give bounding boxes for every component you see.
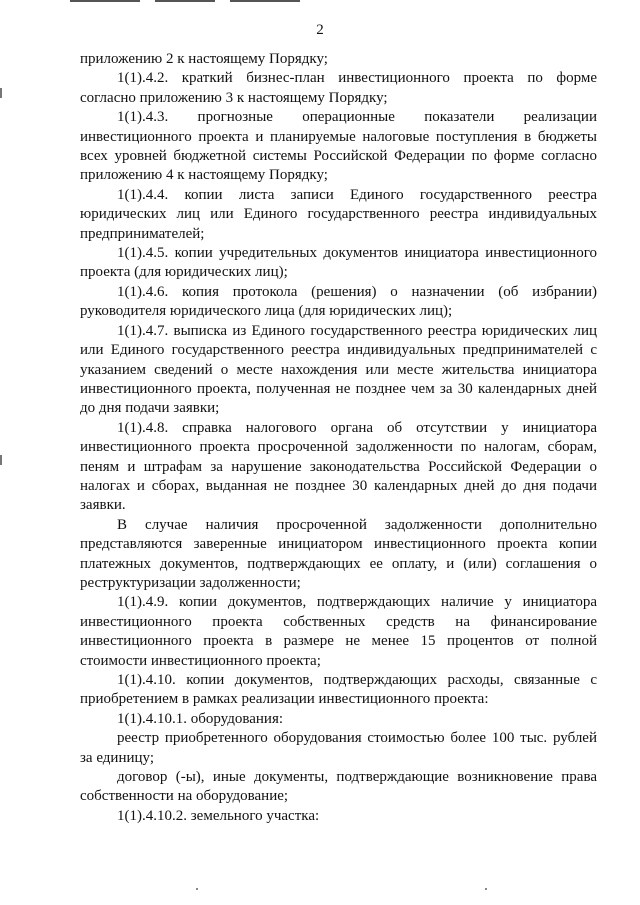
- paragraph: 1(1).4.7. выписка из Единого государственного реестра юридических лиц или Единого государственного реестра индивидуальных предпринимателей с указанием сведений о месте нахождения или месте жительства инициатора инвестиционного проекта, полученная не позднее чем за 30 календарных дней до дня подачи заявки;: [80, 322, 597, 417]
- scan-left-mark: [0, 88, 2, 98]
- scan-dot: [196, 888, 198, 890]
- paragraph: 1(1).4.8. справка налогового органа об отсутствии у инициатора инвестиционного проекта просроченной задолженности по налогам, сборам, пеням и штрафам за нарушение законодательства Российской Федерации о налогах и сборах, выданная не позднее 30 календарных дней до дня подачи заявки.: [80, 419, 597, 514]
- paragraph: договор (-ы), иные документы, подтверждающие возникновение права собственности на оборудование;: [80, 769, 597, 805]
- paragraph: 1(1).4.3. прогнозные операционные показатели реализации инвестиционного проекта и планируемые налоговые поступления в бюджеты всех уровней бюджетной системы Российской Федерации по форме согласно приложению 4 к настоящему Порядку;: [80, 109, 597, 184]
- paragraph: приложению 2 к настоящему Порядку;: [80, 51, 328, 67]
- scan-dot: [485, 888, 487, 890]
- scan-top-marks: [70, 0, 300, 3]
- page-number: 2: [316, 22, 324, 38]
- paragraph: 1(1).4.10. копии документов, подтверждающих расходы, связанные с приобретением в рамках реализации инвестиционного проекта:: [80, 672, 597, 708]
- paragraph: реестр приобретенного оборудования стоимостью более 100 тыс. рублей за единицу;: [80, 730, 597, 766]
- paragraph: 1(1).4.9. копии документов, подтверждающих наличие у инициатора инвестиционного проекта собственных средств на финансирование инвестиционного проекта в размере не менее 15 процентов от полной стоимости инвестиционного проекта;: [80, 594, 597, 669]
- paragraph: 1(1).4.6. копия протокола (решения) о назначении (об избрании) руководителя юридического лица (для юридических лиц);: [80, 283, 597, 320]
- paragraph: 1(1).4.10.2. земельного участка:: [117, 807, 320, 824]
- paragraph: 1(1).4.10.1. оборудования:: [117, 710, 284, 727]
- document-body: [80, 50, 597, 826]
- paragraph: 1(1).4.2. краткий бизнес-план инвестиционного проекта по форме согласно приложению 3 к настоящему Порядку;: [80, 70, 597, 106]
- paragraph: 1(1).4.4. копии листа записи Единого государственного реестра юридических лиц или Единого государственного реестра индивидуальных предпринимателей;: [80, 186, 597, 242]
- scan-left-mark: [0, 455, 2, 465]
- paragraph: 1(1).4.5. копии учредительных документов инициатора инвестиционного проекта (для юридических лиц);: [80, 245, 597, 281]
- paragraph: В случае наличия просроченной задолженности дополнительно представляются заверенные инициатором инвестиционного проекта копии платежных документов, подтверждающих ее оплату, и (или) соглашения о реструктуризации задолженности;: [80, 516, 597, 591]
